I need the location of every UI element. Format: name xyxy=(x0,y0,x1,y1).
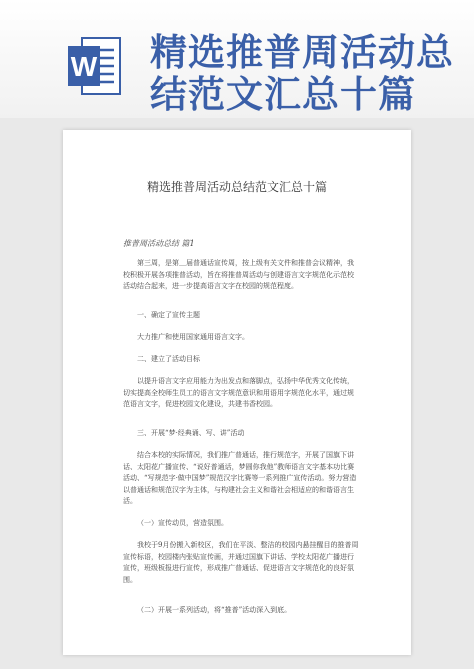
section-heading: （二）开展一系列活动，将“推普”活动深入到底。 xyxy=(137,606,292,614)
paragraph: 第三周，是第＿届普通话宣传周，按上级有关文件和推普会议精神，我校积极开展各项推普活动，旨在将推普周活动与创建语言文字规范化示范校活动结合起来，进一步提高语言文字在校园的规范程度。 xyxy=(123,259,354,290)
section-heading: 二、建立了活动目标 xyxy=(137,355,200,363)
banner xyxy=(0,0,474,118)
document-page xyxy=(63,130,411,655)
document-title: 精选推普周活动总结范文汇总十篇 xyxy=(146,180,327,194)
paragraph: 结合本校的实际情况，我们推广普通话，推行规范字，开展了国旗下讲话、太阳花广播宣传、“说好普通话，梦圆你我他”教师语言文字基本功比赛活动、“写规范字·做中国梦”规范汉字比赛等一系列推广宣传活动。努力营造以普通话和规范汉字为主体，与构建社会主义和谐社会相适应的和谐语言生活。 xyxy=(123,451,357,505)
paragraph: 我校于9月份搬入新校区，我们在平淡、整洁的校园内悬挂醒目的推普周宣传标语，校园楼内张贴宣传画，并通过国旗下讲话、学校太阳花广播进行宣传，班级板报进行宣传，形成推广普通话、促进语言文字规范化的良好氛围。 xyxy=(123,541,359,584)
word-document-icon xyxy=(68,34,122,98)
section-heading: （一）宣传动员，营造氛围。 xyxy=(137,519,228,527)
banner-title-line-2: 结范文汇总十篇 xyxy=(150,73,416,116)
paragraph: 以提升语言文字应用能力为出发点和落脚点，弘扬中华优秀文化传统，切实提高全校师生员工的语言文字规范意识和用语用字规范化水平，通过规范语言文字，促进校园文化建设，共建书香校园。 xyxy=(123,377,354,408)
banner-title-line-1: 精选推普周活动总 xyxy=(150,31,454,74)
word-logo-letter: W xyxy=(70,51,98,82)
section-heading: 三、开展“梦·经典诵、写、讲”活动 xyxy=(137,429,245,437)
paragraph: 大力推广和使用国家通用语言文字。 xyxy=(137,333,249,341)
document-subheading: 推普周活动总结 篇1 xyxy=(123,239,195,248)
section-heading: 一、确定了宣传主题 xyxy=(137,311,200,319)
